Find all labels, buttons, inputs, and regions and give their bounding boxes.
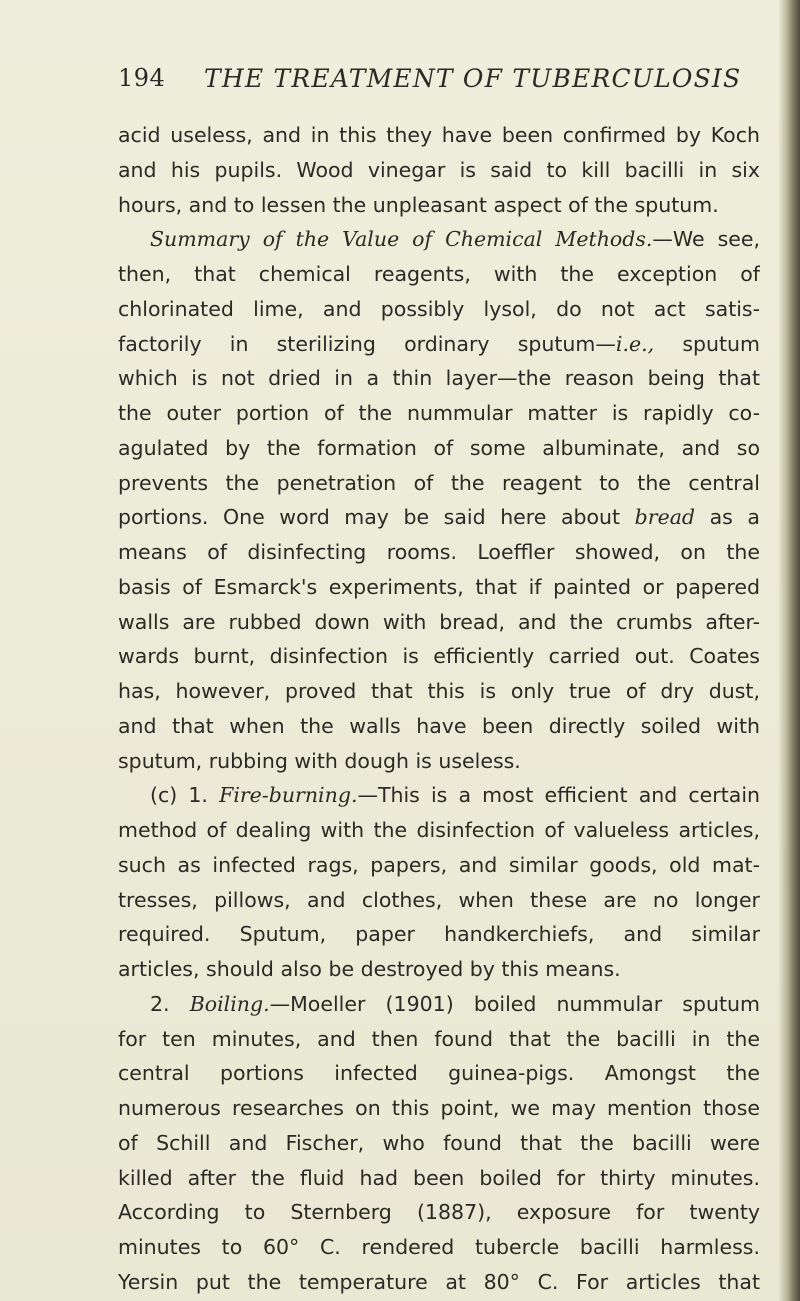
italic-text: i.e., [615,331,655,356]
section-heading: Fire-burning. [219,783,358,808]
text-line: agulated by the formation of some albuminate, and so [118,435,760,460]
page-number: 194 [118,64,166,92]
text-line: acid useless, and in this they have been confirmed by Koch [118,123,760,147]
text-line: of Schill and Fischer, who found that the bacilli were [118,1130,760,1155]
text-line: According to Sternberg (1887), exposure for twenty [118,1200,760,1225]
text-line: Yersin put the temperature at 80° C. For articles that [118,1269,760,1294]
text-line: minutes to 60° C. rendered tubercle bacilli harmless. [118,1235,760,1259]
text-line: sputum, rubbing with dough is useless. [118,748,521,773]
text-line: walls are rubbed down with bread, and the crumbs after- [118,609,760,634]
text-line: killed after the fluid had been boiled for thirty minutes. [118,1165,760,1190]
section-heading: Summary of the Value of Chemical Methods. [150,227,653,252]
section-heading-line: Summary of the Value of Chemical Methods.—We see, [150,227,760,252]
body-text [118,118,760,1300]
text-line: chlorinated lime, and possibly lysol, do not act satis- [118,296,760,321]
text-line: such as infected rags, papers, and similar goods, old mat- [118,852,760,877]
running-head: THE TREATMENT OF TUBERCULOSIS [204,64,742,93]
text-line: prevents the penetration of the reagent to the central [118,470,760,495]
text-line: numerous researches on this point, we may mention those [118,1096,760,1120]
text-line: basis of Esmarck's experiments, that if painted or papered [118,574,760,599]
page-edge-shadow [778,0,800,1301]
text-line: means of disinfecting rooms. Loeffler showed, on the [118,540,760,564]
text-line: required. Sputum, paper handkerchiefs, and similar [118,922,760,947]
italic-text: bread [634,505,696,530]
page-header [118,64,758,100]
text-line: portions. One word may be said here about bread as a [118,505,760,530]
text-line: has, however, proved that this is only true of dry dust, [118,679,760,703]
text-line: method of dealing with the disinfection of valueless articles, [118,818,760,842]
text-line: and his pupils. Wood vinegar is said to kill bacilli in six [118,157,760,182]
text-line: hours, and to lessen the unpleasant aspect of the sputum. [118,192,719,217]
text-line: tresses, pillows, and clothes, when these are no longer [118,887,760,912]
section-heading-line: (c) 1. Fire-burning.—This is a most efficient and certain [150,783,760,808]
text-line: central portions infected guinea-pigs. Amongst the [118,1061,760,1086]
text-line: factorily in sterilizing ordinary sputum—i.e., sputum [118,331,760,356]
text-line: wards burnt, disinfection is efficiently carried out. Coates [118,644,760,669]
text-line: for ten minutes, and then found that the bacilli in the [118,1026,760,1051]
text-line: the outer portion of the nummular matter is rapidly co- [118,401,760,425]
text-line: and that when the walls have been directly soiled with [118,713,760,738]
section-heading-line: 2. Boiling.—Moeller (1901) boiled nummular sputum [150,991,760,1016]
text-line: articles, should also be destroyed by this means. [118,957,621,981]
text-line: which is not dried in a thin layer—the reason being that [118,366,760,391]
section-heading: Boiling. [189,991,270,1016]
text-line: then, that chemical reagents, with the exception of [118,262,760,286]
